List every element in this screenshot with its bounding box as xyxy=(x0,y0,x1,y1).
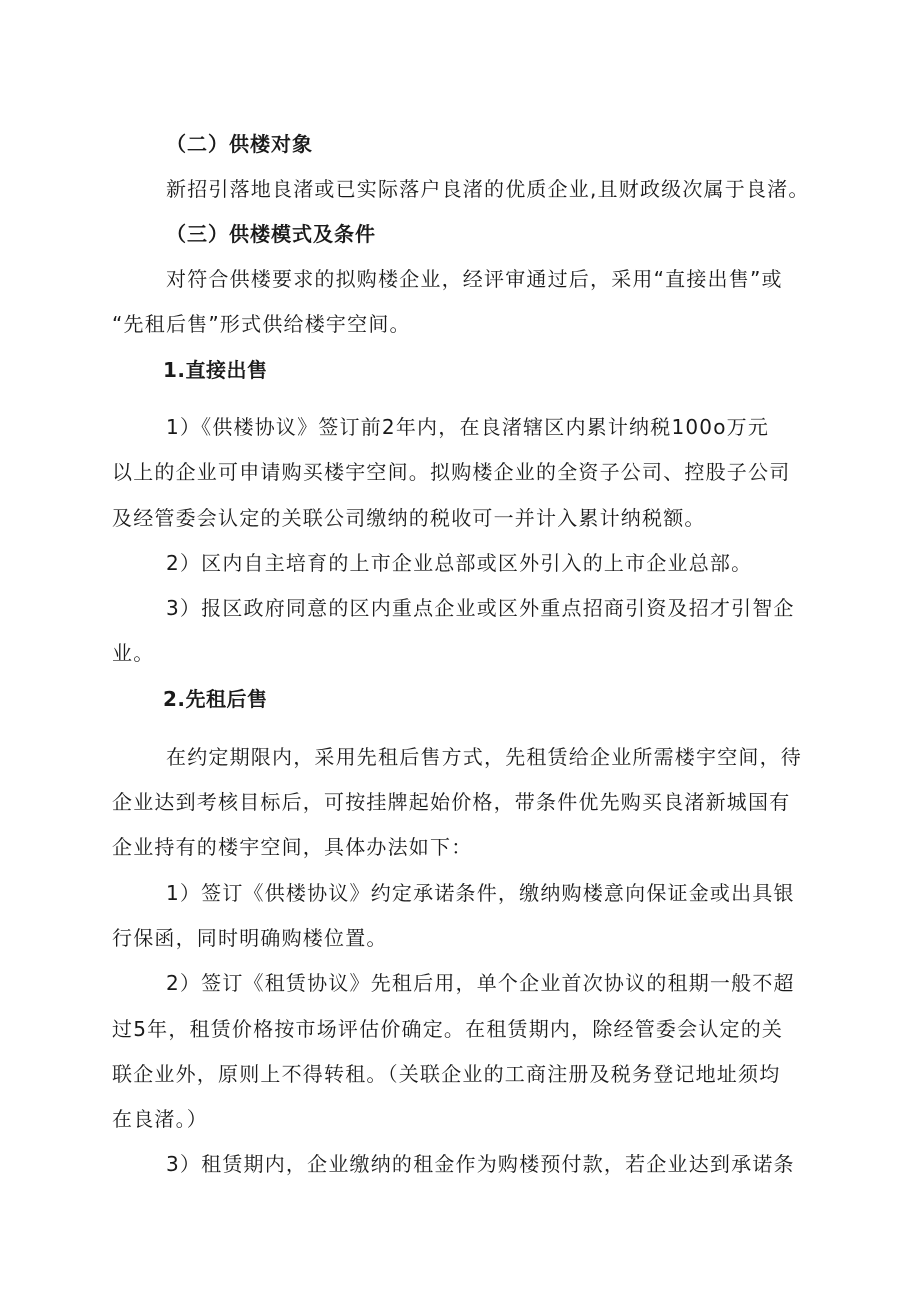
paragraph-line: “先租后售”形式供给楼宇空间。 xyxy=(112,312,411,336)
section-heading-supply-mode: （三）供楼模式及条件 xyxy=(166,222,376,246)
subheading-lease-then-sale: 2.先租后售 xyxy=(163,687,268,711)
paragraph-line: 新招引落地良渚或已实际落户良渚的优质企业,且财政级次属于良渚。 xyxy=(166,177,810,201)
section-heading-supply-target: （二）供楼对象 xyxy=(166,132,313,156)
list-item-line: 及经管委会认定的关联公司缴纳的税收可一并计入累计纳税额。 xyxy=(112,506,706,530)
list-item-line: 2）签订《租赁协议》先租后用，单个企业首次协议的租期一般不超 xyxy=(166,971,795,995)
subheading-direct-sale: 1.直接出售 xyxy=(163,358,268,382)
list-item-line: 行保函，同时明确购楼位置。 xyxy=(112,926,388,950)
paragraph-line: 企业持有的楼宇空间，具体办法如下： xyxy=(112,835,473,859)
list-item-line: 过5年，租赁价格按市场评估价确定。在租赁期内，除经管委会认定的关 xyxy=(112,1017,784,1041)
list-item-line: 1）签订《供楼协议》约定承诺条件，缴纳购楼意向保证金或出具银 xyxy=(166,881,795,905)
list-item-line: 2）区内自主培育的上市企业总部或区外引入的上市企业总部。 xyxy=(166,551,753,575)
list-item-line: 3）租赁期内，企业缴纳的租金作为购楼预付款，若企业达到承诺条 xyxy=(166,1152,795,1176)
list-item-line: 1）《供楼协议》签订前2年内，在良渚辖区内累计纳税100o万元 xyxy=(166,415,770,439)
paragraph-line: 企业达到考核目标后，可按挂牌起始价格，带条件优先购买良渚新城国有 xyxy=(112,790,791,814)
list-item-line: 3）报区政府同意的区内重点企业或区外重点招商引资及招才引智企 xyxy=(166,596,795,620)
paragraph-line: 在约定期限内，采用先租后售方式，先租赁给企业所需楼宇空间，待 xyxy=(166,745,802,769)
list-item-line: 在良渚。） xyxy=(112,1107,208,1131)
paragraph-line: 对符合供楼要求的拟购楼企业，经评审通过后，采用“直接出售”或 xyxy=(166,267,783,291)
list-item-line: 以上的企业可申请购买楼宇空间。拟购楼企业的全资子公司、控股子公司 xyxy=(112,460,791,484)
list-item-line: 联企业外，原则上不得转租。（关联企业的工商注册及税务登记地址须均 xyxy=(112,1062,781,1086)
list-item-line: 业。 xyxy=(112,641,155,665)
